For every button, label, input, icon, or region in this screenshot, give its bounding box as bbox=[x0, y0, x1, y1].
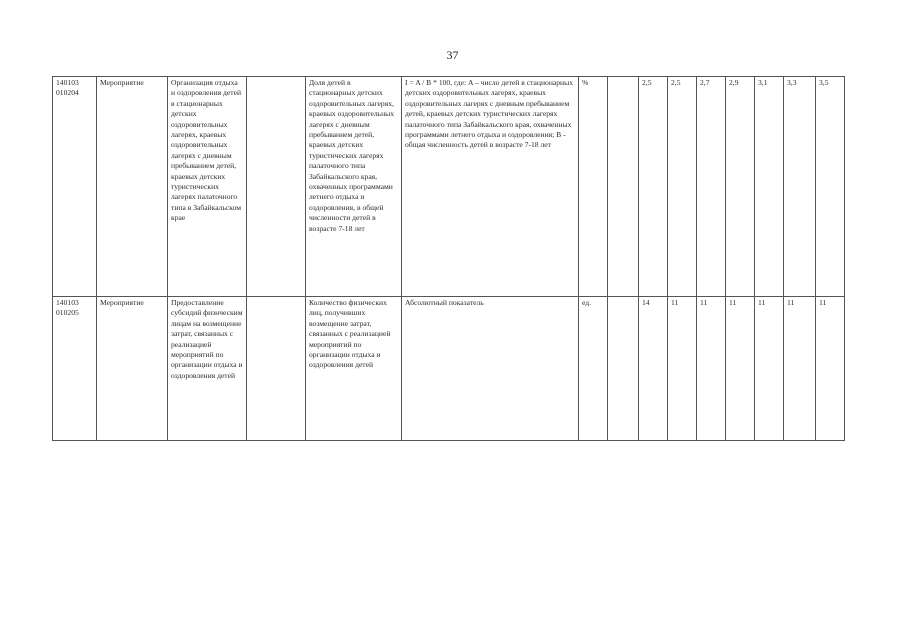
row-name: Организация отдыха и оздоровления детей в стационарных детских оздоровительных лагерях, краевых оздоровительных лагерях с дневным пребыванием детей, краевых детских туристических лагерях палаточного типа в Забайкальском крае bbox=[168, 77, 247, 297]
row-value: 11 bbox=[697, 297, 726, 441]
row-type: Мероприятие bbox=[97, 297, 168, 441]
row-indicator: Доля детей в стационарных детских оздоровительных лагерях, краевых оздоровительных лагерях с дневным пребыванием детей, краевых детских туристических лагерях палаточного типа Забайкальского края, охваченных программами летнего отдыха и оздоровления, в общей численности детей в возрасте 7-18 лет bbox=[306, 77, 402, 297]
row-value: 11 bbox=[726, 297, 755, 441]
row-value: 3,5 bbox=[816, 77, 845, 297]
row-value: 2,9 bbox=[726, 77, 755, 297]
row-value: 11 bbox=[668, 297, 697, 441]
row-responsible bbox=[247, 297, 306, 441]
row-value: 3,3 bbox=[784, 77, 816, 297]
table-row bbox=[53, 77, 845, 297]
row-code: 140103 010204 bbox=[53, 77, 97, 297]
row-base bbox=[608, 297, 639, 441]
row-value: 11 bbox=[816, 297, 845, 441]
row-value: 2,7 bbox=[697, 77, 726, 297]
row-value: 2,5 bbox=[639, 77, 668, 297]
row-unit: ед. bbox=[579, 297, 608, 441]
row-method: I = A / B * 100, где: A – число детей в стационарных детских оздоровительных лагерях, краевых оздоровительных лагерях с дневным пребыванием детей, краевых детских туристических лагерях палаточного типа Забайкальского края, охваченных программами летнего отдыха и оздоровления; B - общая численность детей в возрасте 7-18 лет bbox=[402, 77, 579, 297]
row-value: 11 bbox=[784, 297, 816, 441]
row-indicator: Количество физических лиц, получивших возмещение затрат, связанных с реализацией мероприятий по организации отдыха и оздоровления детей bbox=[306, 297, 402, 441]
program-table bbox=[52, 76, 845, 441]
row-base bbox=[608, 77, 639, 297]
table-row bbox=[53, 297, 845, 441]
row-value: 11 bbox=[755, 297, 784, 441]
row-method: Абсолютный показатель bbox=[402, 297, 579, 441]
row-name: Предоставление субсидий физическим лицам на возмещение затрат, связанных с реализацией мероприятий по организации отдыха и оздоровления детей bbox=[168, 297, 247, 441]
row-value: 14 bbox=[639, 297, 668, 441]
row-responsible bbox=[247, 77, 306, 297]
row-value: 2,5 bbox=[668, 77, 697, 297]
row-type: Мероприятие bbox=[97, 77, 168, 297]
row-unit: % bbox=[579, 77, 608, 297]
row-value: 3,1 bbox=[755, 77, 784, 297]
page-number: 37 bbox=[446, 48, 459, 62]
row-code: 140103 010205 bbox=[53, 297, 97, 441]
